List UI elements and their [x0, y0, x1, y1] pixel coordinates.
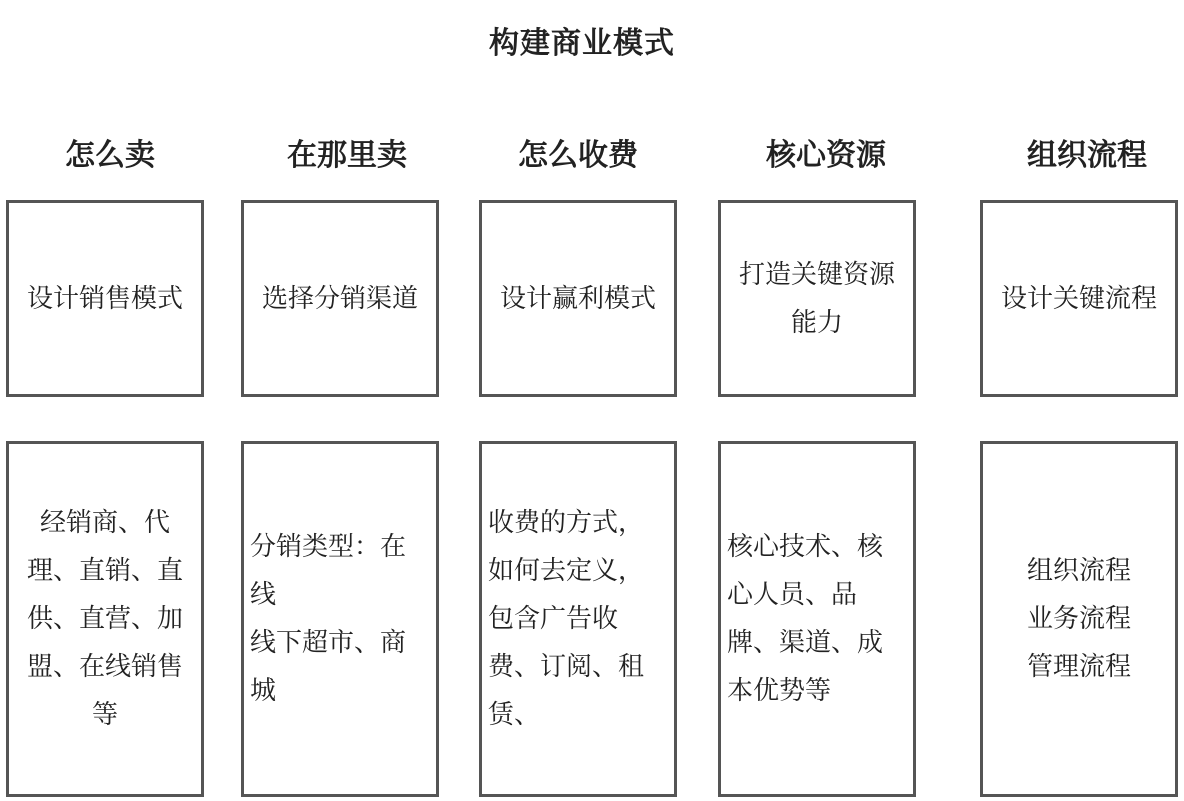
box-distribution-types-detail-text: 分销类型：在 线 线下超市、商 城 [250, 532, 407, 706]
box-core-resources-detail [718, 441, 916, 797]
column-header-core-resources: 核心资源 [766, 138, 886, 173]
box-key-resource-capability [718, 200, 916, 397]
box-distribution-types-detail [241, 441, 439, 797]
box-core-resources-detail-text: 核心技术、核 心人员、品 牌、渠道、成 本优势等 [727, 532, 884, 706]
box-profit-model [479, 200, 677, 397]
box-sales-channels-detail [6, 441, 204, 797]
box-sales-channels-detail-text: 经销商、代 理、直销、直 供、直营、加 盟、在线销售 等 [26, 508, 183, 730]
box-charging-methods-detail-text: 收费的方式， 如何去定义， 包含广告收 费、订阅、租 赁、 [488, 508, 645, 730]
diagram-title: 构建商业模式 [489, 26, 675, 61]
box-key-process-text: 设计关键流程 [1000, 283, 1157, 314]
box-sales-model [6, 200, 204, 397]
column-header-how-to-sell: 怎么卖 [65, 138, 155, 173]
box-distribution-channel [241, 200, 439, 397]
box-distribution-channel-text: 选择分销渠道 [261, 283, 418, 314]
box-sales-model-text: 设计销售模式 [26, 283, 183, 314]
box-key-process [980, 200, 1178, 397]
box-charging-methods-detail [479, 441, 677, 797]
box-process-types-detail-text: 组织流程 业务流程 管理流程 [1026, 556, 1131, 682]
box-key-resource-capability-text: 打造关键资源 能力 [738, 259, 895, 338]
box-profit-model-text: 设计赢利模式 [499, 283, 656, 314]
column-header-how-to-charge: 怎么收费 [518, 138, 638, 173]
box-process-types-detail [980, 441, 1178, 797]
column-header-org-process: 组织流程 [1027, 138, 1147, 173]
column-header-where-to-sell: 在那里卖 [287, 138, 407, 173]
